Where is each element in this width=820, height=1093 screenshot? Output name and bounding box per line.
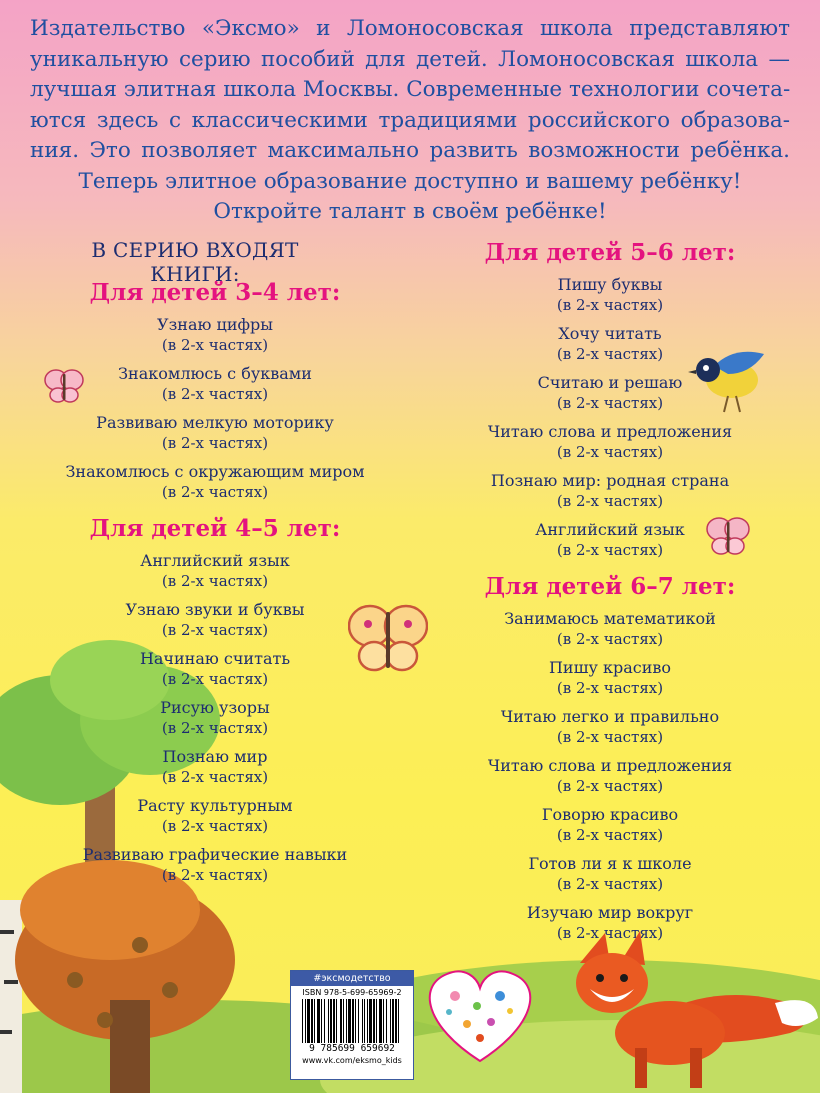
book-title: Английский язык xyxy=(140,551,290,570)
group-title: Для детей 4–5 лет: xyxy=(89,515,341,542)
book-title: Пишу буквы xyxy=(557,275,663,294)
book-parts: (в 2-х частях) xyxy=(556,394,664,412)
book-title: Развиваю графические навыки xyxy=(82,845,348,864)
intro-line: Теперь элитное образование доступно и вашему ребёнку! xyxy=(78,168,742,194)
book-title: Занимаюсь математикой xyxy=(504,609,716,628)
book-parts: (в 2-х частях) xyxy=(161,385,269,403)
intro-line: ния. Это позволяет максимально развить возможности ребёнка. xyxy=(30,138,790,163)
butterfly-icon xyxy=(706,514,750,558)
bird-icon xyxy=(684,346,774,416)
book-title: Узнаю звуки и буквы xyxy=(125,600,305,619)
intro-line: Откройте талант в своём ребёнке! xyxy=(213,199,607,224)
book-title: Расту культурным xyxy=(137,796,293,815)
book-title: Знакомлюсь с окружающим миром xyxy=(65,462,365,481)
book-title: Рисую узоры xyxy=(160,698,270,717)
book-parts: (в 2-х частях) xyxy=(161,670,269,688)
left-column xyxy=(55,278,375,893)
book-parts: (в 2-х частях) xyxy=(161,434,269,452)
book-title: Развиваю мелкую моторику xyxy=(96,413,334,432)
book-parts: (в 2-х частях) xyxy=(161,621,269,639)
book-title: Знакомлюсь с буквами xyxy=(118,364,312,383)
book-parts: (в 2-х частях) xyxy=(556,826,664,844)
group-title: Для детей 5–6 лет: xyxy=(484,239,736,266)
intro-line: ются здесь с классическими традициями российского образова- xyxy=(30,107,790,133)
group-title: Для детей 6–7 лет: xyxy=(484,573,736,600)
book-parts: (в 2-х частях) xyxy=(556,541,664,559)
book-title: Английский язык xyxy=(535,520,685,539)
book-parts: (в 2-х частях) xyxy=(161,866,269,884)
book-parts: (в 2-х частях) xyxy=(556,679,664,697)
intro-line: Издательство «Эксмо» и Ломоносовская школа представляют xyxy=(30,16,790,41)
book-title: Считаю и решаю xyxy=(537,373,683,392)
book-parts: (в 2-х частях) xyxy=(556,296,664,314)
isbn-barcode-block xyxy=(290,970,414,1080)
book-parts: (в 2-х частях) xyxy=(161,768,269,786)
book-parts: (в 2-х частях) xyxy=(161,336,269,354)
barcode-digits: 9 785699 659692 xyxy=(309,1043,395,1054)
book-parts: (в 2-х частях) xyxy=(556,777,664,795)
book-title: Говорю красиво xyxy=(541,805,679,824)
book-parts: (в 2-х частях) xyxy=(556,924,664,942)
book-parts: (в 2-х частях) xyxy=(556,630,664,648)
book-parts: (в 2-х частях) xyxy=(556,875,664,893)
book-parts: (в 2-х частях) xyxy=(556,492,664,510)
heart-badge-icon xyxy=(425,966,535,1066)
book-title: Читаю слова и предложения xyxy=(487,756,733,775)
isbn-number: ISBN 978-5-699-65969-2 xyxy=(302,988,402,997)
barcode-icon xyxy=(300,999,404,1043)
right-column xyxy=(430,238,790,951)
fox-illustration xyxy=(550,923,820,1093)
book-title: Читаю слова и предложения xyxy=(487,422,733,441)
book-title: Хочу читать xyxy=(558,324,662,343)
book-title: Начинаю считать xyxy=(139,649,291,668)
book-title: Читаю легко и правильно xyxy=(500,707,720,726)
book-title: Пишу красиво xyxy=(548,658,672,677)
intro-line: лучшая элитная школа Москвы. Современные технологии сочета- xyxy=(30,77,791,102)
book-parts: (в 2-х частях) xyxy=(556,728,664,746)
publisher-brand-label: #эксмодетство xyxy=(291,971,413,986)
book-title: Готов ли я к школе xyxy=(528,854,692,873)
book-parts: (в 2-х частях) xyxy=(161,719,269,737)
book-parts: (в 2-х частях) xyxy=(161,483,269,501)
series-heading: В СЕРИЮ ВХОДЯТ КНИГИ: xyxy=(91,238,299,286)
book-parts: (в 2-х частях) xyxy=(161,817,269,835)
book-parts: (в 2-х частях) xyxy=(556,345,664,363)
intro-line: уникальную серию пособий для детей. Ломоносовская школа — xyxy=(30,46,790,72)
group-title: Для детей 3–4 лет: xyxy=(89,279,341,306)
book-parts: (в 2-х частях) xyxy=(161,572,269,590)
butterfly-icon xyxy=(44,366,84,406)
intro-paragraph xyxy=(30,14,790,228)
book-title: Познаю мир xyxy=(162,747,268,766)
book-title: Познаю мир: родная страна xyxy=(490,471,730,490)
book-title: Узнаю цифры xyxy=(157,315,273,334)
butterfly-icon xyxy=(348,598,428,678)
book-parts: (в 2-х частях) xyxy=(556,443,664,461)
social-url: www.vk.com/eksmo_kids xyxy=(302,1056,402,1065)
book-title: Изучаю мир вокруг xyxy=(526,903,694,922)
